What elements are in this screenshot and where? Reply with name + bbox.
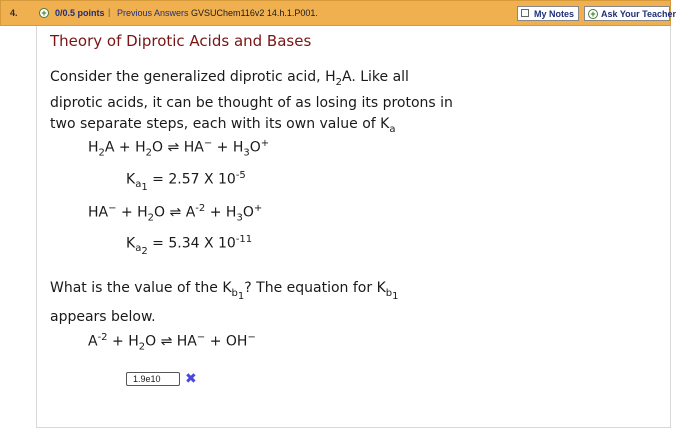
intro-paragraph: Consider the generalized diprotic acid, $H_2A$. Like all diprotic acids, it can be thought of as losing its protons in two separate steps, each with its own value of $K_a$ (50, 69, 453, 135)
plus-icon: + (588, 9, 598, 19)
equation-base-hydrolysis: $A^{-2} + H_2O$ ⇌ HA− + OH− (88, 332, 256, 353)
equilibrium-arrow-icon: ⇌ (160, 333, 173, 350)
ka2-value: $K_{a_2} = 5.34$ X $10^{-11}$ (126, 234, 253, 258)
equation-first-dissociation: $H_2A + H_2O$ ⇌ $HA^- + H_3O^+$ (88, 138, 270, 159)
equation-second-dissociation: $HA^- + H_2O$ ⇌ $A^{-2} + H_3O^+$ (88, 203, 263, 224)
equilibrium-arrow-icon: ⇌ (167, 139, 180, 156)
ask-teacher-button[interactable] (584, 6, 677, 21)
question-title: Theory of Diprotic Acids and Bases (50, 32, 312, 50)
question-number: 4. (10, 8, 18, 18)
answer-input[interactable]: 1.9e10 (126, 372, 180, 386)
expand-plus-icon[interactable]: + (39, 8, 49, 18)
my-notes-label: My Notes (534, 9, 575, 19)
incorrect-x-icon: ✖ (185, 371, 197, 387)
problem-code: GVSUChem116v2 14.h.1.P001. (191, 8, 318, 18)
kb-question-text: What is the value of the $K_{b_1}$? The equation for $K_{b_1}$ appears below. (50, 280, 399, 325)
previous-answers-link[interactable]: Previous Answers (117, 8, 189, 18)
ask-teacher-label: Ask Your Teacher (601, 9, 677, 19)
points-score: 0/0.5 points (55, 8, 105, 18)
question-header-bar (0, 0, 677, 26)
header-separator: | (108, 7, 111, 17)
ka1-value: $K_{a_1} = 2.57$ X $10^{-5}$ (126, 170, 246, 194)
equilibrium-arrow-icon: ⇌ (169, 204, 182, 221)
checkbox-icon[interactable] (521, 9, 529, 17)
my-notes-button[interactable] (517, 6, 579, 21)
